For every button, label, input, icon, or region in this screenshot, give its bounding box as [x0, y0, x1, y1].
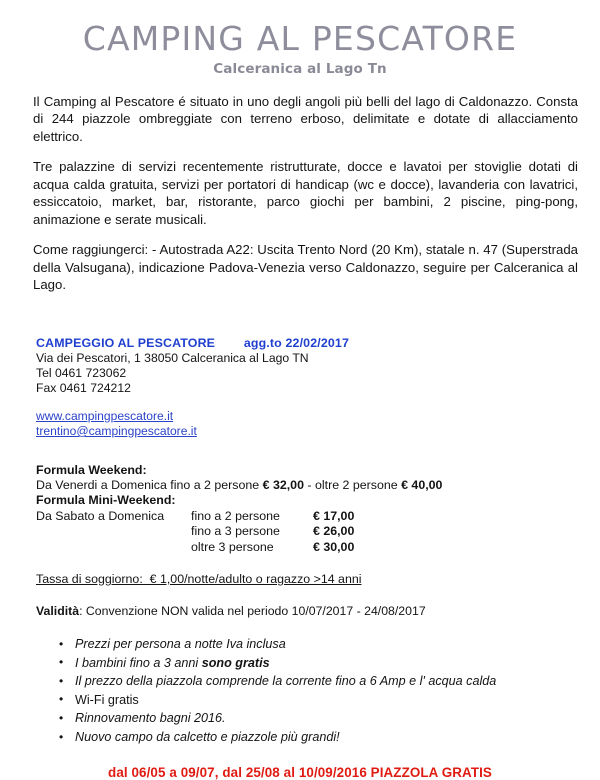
list-item-emphasis: sono gratis [201, 655, 270, 670]
website-link[interactable]: www.campingpescatore.it [36, 409, 174, 424]
contact-phone: Tel 0461 723062 [36, 366, 127, 381]
intro-paragraph-1: Il Camping al Pescatore é situato in uno degli angoli più belli del lago di Caldonazzo. Consta di 244 piazzole ombreggiate con terreno erboso, delimitate e dotate di allacciamento elettrico. [33, 93, 578, 144]
price-when: Da Sabato a Domenica [36, 508, 165, 523]
list-item [75, 672, 600, 691]
list-item [75, 635, 600, 654]
contact-heading: CAMPEGGIO AL PESCATORE agg.to 22/02/2017 [36, 335, 349, 350]
price-when [36, 524, 191, 539]
page-subtitle: Calceranica al Lago Tn [213, 60, 387, 77]
contact-address: Via dei Pescatori, 1 38050 Calceranica al Lago TN [36, 350, 309, 365]
formula-mini-weekend-label: Formula Mini-Weekend [36, 493, 172, 508]
table-row [36, 509, 354, 524]
formula-weekend-line [36, 478, 600, 493]
table-row [36, 524, 354, 539]
list-item-text: I bambini fino a 3 anni [75, 655, 202, 670]
list-item-text: Nuovo campo da calcetto e piazzole più grandi! [75, 730, 340, 745]
price-amount: € 30,00 [313, 539, 355, 554]
formula-weekend-heading [36, 463, 600, 478]
formula-weekend-label: Formula Weekend [36, 462, 143, 477]
promo-banner: dal 06/05 a 09/07, dal 25/08 al 10/09/2016 PIAZZOLA GRATIS [108, 764, 492, 780]
list-item [75, 728, 600, 747]
list-item [75, 691, 600, 710]
list-item [75, 709, 600, 728]
notes-list [0, 635, 600, 747]
list-item [75, 654, 600, 673]
weekend-price-2p: € 32,00 [262, 478, 304, 493]
price-who: fino a 2 persone [191, 508, 280, 523]
price-who: fino a 3 persone [191, 524, 280, 539]
contact-block [36, 336, 600, 397]
table-row [36, 540, 354, 555]
price-amount: € 26,00 [313, 524, 355, 539]
list-item-text: Wi-Fi gratis [75, 692, 139, 707]
price-table [36, 509, 354, 555]
spacer-intro [0, 77, 600, 93]
validity-label: Validità [36, 604, 80, 619]
formula-mini-weekend-heading [36, 493, 600, 508]
price-amount: € 17,00 [313, 508, 355, 523]
list-item-text: Il prezzo della piazzola comprende la corrente fino a 6 Amp e l' acqua calda [75, 674, 497, 689]
page-title: CAMPING AL PESCATORE [82, 19, 518, 58]
contact-links [36, 409, 600, 438]
intro-section [33, 93, 588, 294]
masthead [0, 0, 600, 77]
formula-mini-weekend-colon: : [171, 493, 176, 508]
list-item-text: Prezzi per persona a notte Iva inclusa [75, 637, 286, 652]
validity-text: : Convenzione NON valida nel periodo 10/07/2017 - 24/08/2017 [79, 604, 426, 619]
price-who: oltre 3 persone [191, 539, 274, 554]
directions-paragraph: Come raggiungerci: - Autostrada A22: Uscita Trento Nord (20 Km), statale n. 47 (Superstrada della Valsugana), indicazione Padova-Venezia verso Caldonazzo, seguire per Calceranica al Lago. [33, 242, 578, 293]
formula-weekend-colon: : [142, 462, 147, 477]
contact-fax: Fax 0461 724212 [36, 381, 131, 396]
validity-line [36, 604, 600, 618]
price-when [36, 540, 191, 555]
weekend-range-prefix: Da Venerdi a Domenica fino a 2 persone [36, 478, 263, 493]
pricing-section [36, 463, 600, 555]
list-item-text: Rinnovamento bagni 2016. [75, 711, 226, 726]
tourist-tax-line: Tassa di soggiorno: € 1,00/notte/adulto o ragazzo >14 anni [36, 572, 362, 587]
weekend-range-mid: - oltre 2 persone [303, 478, 402, 493]
intro-paragraph-2: Tre palazzine di servizi recentemente ristrutturate, docce e lavatoi per stoviglie dotati di acqua calda gratuita, servizi per portatori di handicap (wc e docce), lavanderia con lavatrici, essiccatoio, market, bar, ristorante, parco giochi per bambini, 2 piscine, ping-pong, animazione e serate musicali. [33, 159, 578, 227]
weekend-price-over2p: € 40,00 [401, 478, 443, 493]
email-link[interactable]: trentino@campingpescatore.it [36, 424, 197, 439]
